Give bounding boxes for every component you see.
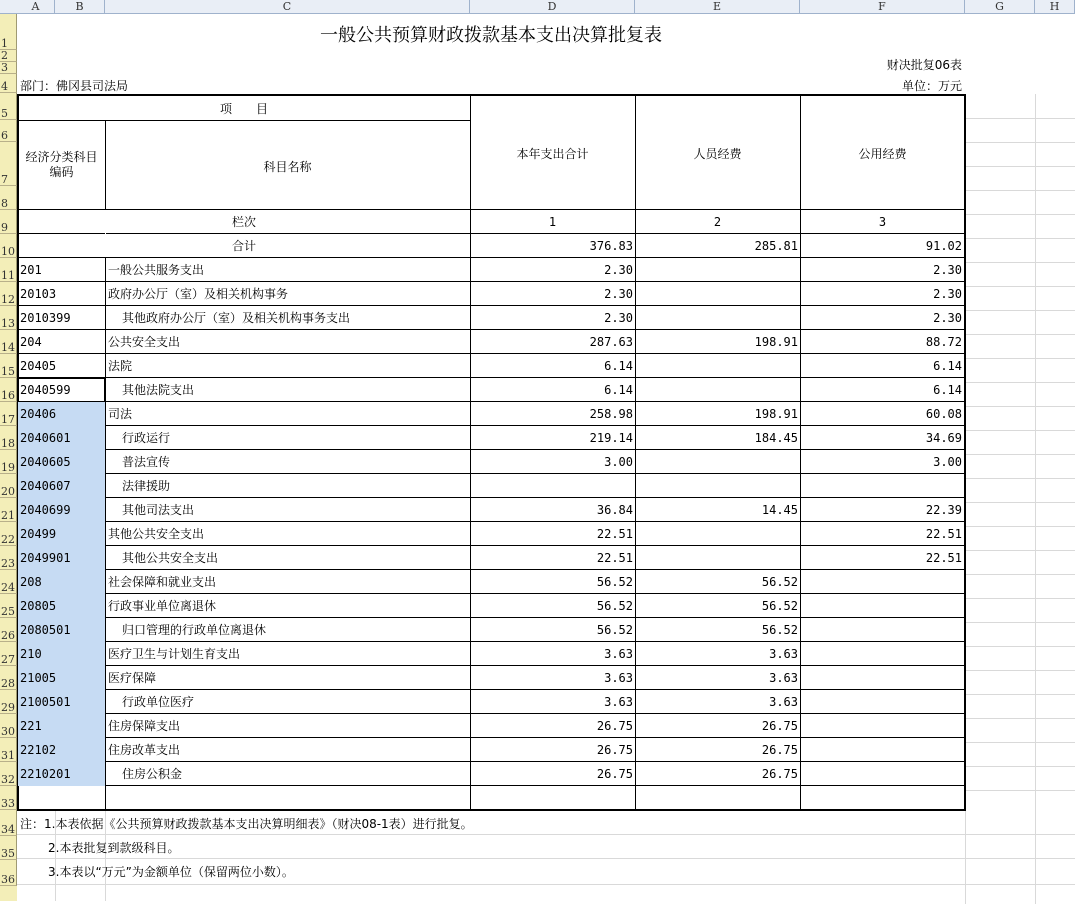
public-cell[interactable] [800, 690, 964, 714]
column-header-c[interactable]: C [105, 0, 470, 14]
gridline [966, 622, 1075, 623]
gridline [966, 550, 1075, 551]
row-header[interactable]: 8 [0, 186, 17, 210]
personnel-cell[interactable]: 26.75 [761, 743, 798, 757]
header-personnel: 人员经费 [693, 147, 742, 161]
row-header[interactable]: 6 [0, 120, 17, 142]
total-cell[interactable]: 22.51 [596, 527, 633, 541]
public-cell[interactable]: 22.39 [925, 503, 962, 517]
personnel-cell[interactable] [635, 354, 800, 378]
name-cell[interactable]: 行政事业单位离退休 [108, 599, 217, 613]
gridline [966, 742, 1075, 743]
public-cell[interactable]: 2.30 [933, 287, 962, 301]
gridline [966, 190, 1075, 191]
total-cell[interactable]: 26.75 [596, 767, 633, 781]
total-cell[interactable]: 2.30 [604, 287, 633, 301]
code-cell[interactable]: 20405 [20, 359, 57, 373]
gridline [966, 694, 1075, 695]
total-cell[interactable]: 258.98 [589, 407, 633, 421]
row-header[interactable]: 20 [0, 474, 17, 498]
name-cell[interactable]: 行政运行 [122, 431, 171, 445]
total-cell[interactable]: 26.75 [596, 743, 633, 757]
public-cell[interactable] [800, 642, 964, 666]
gridline [966, 142, 1075, 143]
row-header[interactable]: 24 [0, 570, 17, 594]
name-cell[interactable]: 其他政府办公厅（室）及相关机构事务支出 [122, 311, 351, 325]
public-cell[interactable] [800, 762, 964, 786]
personnel-cell[interactable] [635, 474, 800, 498]
gridline [966, 334, 1075, 335]
total-cell[interactable]: 3.63 [604, 647, 633, 661]
public-cell[interactable]: 60.08 [925, 407, 962, 421]
code-cell[interactable]: 2040699 [18, 498, 105, 522]
row-header[interactable]: 13 [0, 306, 17, 330]
row-header[interactable]: 33 [0, 786, 17, 810]
total-cell[interactable]: 36.84 [596, 503, 633, 517]
name-cell[interactable]: 社会保障和就业支出 [108, 575, 217, 589]
colnum-2: 2 [713, 215, 722, 229]
name-cell[interactable]: 政府办公厅（室）及相关机构事务 [108, 287, 289, 301]
report-title: 一般公共预算财政拨款基本支出决算批复表 [320, 25, 662, 46]
header-total: 本年支出合计 [516, 147, 589, 161]
row-header[interactable]: 16 [0, 378, 17, 402]
public-cell[interactable] [800, 594, 964, 618]
table-border [964, 94, 966, 811]
personnel-cell[interactable] [635, 450, 800, 474]
personnel-cell[interactable] [635, 546, 800, 570]
total-cell[interactable]: 3.63 [604, 695, 633, 709]
row-header[interactable]: 26 [0, 618, 17, 642]
total-label: 合计 [231, 239, 256, 253]
header-code-text: 经济分类科目编码 [25, 150, 98, 179]
gridline [966, 478, 1075, 479]
personnel-cell[interactable]: 56.52 [761, 623, 798, 637]
gridline [966, 718, 1075, 719]
gridline [966, 406, 1075, 407]
row-header[interactable]: 30 [0, 714, 17, 738]
gridline [966, 310, 1075, 311]
total-cell[interactable]: 56.52 [596, 575, 633, 589]
total-cell[interactable] [470, 474, 635, 498]
public-cell[interactable] [800, 570, 964, 594]
column-header-e[interactable]: E [635, 0, 800, 14]
total-public: 91.02 [925, 239, 962, 253]
code-cell[interactable]: 208 [18, 570, 105, 594]
public-cell[interactable]: 6.14 [933, 359, 962, 373]
personnel-cell[interactable] [635, 306, 800, 330]
gridline [966, 598, 1075, 599]
code-cell[interactable]: 201 [20, 263, 42, 277]
code-cell[interactable]: 2040601 [18, 426, 105, 450]
personnel-cell[interactable]: 14.45 [761, 503, 798, 517]
gridline [966, 286, 1075, 287]
row-header[interactable]: 17 [0, 402, 17, 426]
table-border [18, 209, 964, 210]
table-border [18, 120, 470, 121]
code-cell[interactable]: 2010399 [20, 311, 71, 325]
personnel-cell[interactable] [635, 258, 800, 282]
row-header[interactable]: 7 [0, 142, 17, 186]
code-cell[interactable]: 21005 [18, 666, 105, 690]
name-cell[interactable]: 法院 [108, 359, 133, 373]
gridline [966, 214, 1075, 215]
table-border [17, 809, 966, 811]
public-cell[interactable]: 2.30 [933, 263, 962, 277]
table-border [17, 94, 966, 96]
code-cell[interactable]: 2040599 [20, 383, 71, 397]
personnel-cell[interactable]: 198.91 [754, 335, 798, 349]
row-header[interactable]: 3 [0, 62, 17, 74]
total-cell[interactable]: 2.30 [604, 263, 633, 277]
gridline [17, 858, 1075, 859]
gridline [17, 884, 1075, 885]
note-2: 2.本表批复到款级科目。 [48, 841, 180, 855]
row-header[interactable]: 5 [0, 93, 17, 120]
gridline [966, 574, 1075, 575]
row-header[interactable]: 11 [0, 258, 17, 282]
gridline [966, 238, 1075, 239]
name-cell[interactable]: 医疗卫生与计划生育支出 [108, 647, 241, 661]
gridline [966, 262, 1075, 263]
row-header[interactable]: 9 [0, 210, 17, 234]
total-cell[interactable]: 56.52 [596, 599, 633, 613]
row-header[interactable]: 14 [0, 330, 17, 354]
total-cell[interactable]: 22.51 [596, 551, 633, 565]
code-cell[interactable]: 2049901 [18, 546, 105, 570]
public-cell[interactable]: 6.14 [933, 383, 962, 397]
public-cell[interactable]: 22.51 [925, 551, 962, 565]
public-cell[interactable] [800, 474, 964, 498]
name-cell[interactable]: 医疗保障 [108, 671, 157, 685]
row-header[interactable]: 15 [0, 354, 17, 378]
header-name: 科目名称 [263, 160, 312, 174]
total-cell[interactable]: 26.75 [596, 719, 633, 733]
name-cell[interactable]: 行政单位医疗 [122, 695, 195, 709]
total-cell[interactable]: 56.52 [596, 623, 633, 637]
personnel-cell[interactable] [635, 282, 800, 306]
code-cell[interactable]: 20103 [20, 287, 57, 301]
total-cell[interactable]: 2.30 [604, 311, 633, 325]
row-header[interactable]: 19 [0, 450, 17, 474]
column-header-b[interactable]: B [55, 0, 105, 14]
public-cell[interactable] [800, 618, 964, 642]
row-header[interactable]: 23 [0, 546, 17, 570]
public-cell[interactable] [800, 714, 964, 738]
public-cell[interactable]: 88.72 [925, 335, 962, 349]
gridline [966, 118, 1075, 119]
public-cell[interactable]: 3.00 [933, 455, 962, 469]
personnel-cell[interactable]: 3.63 [769, 671, 798, 685]
gridline [966, 454, 1075, 455]
row-header[interactable]: 4 [0, 74, 17, 93]
gridline [17, 834, 1075, 835]
name-cell[interactable]: 公共安全支出 [108, 335, 181, 349]
name-cell[interactable]: 住房公积金 [122, 767, 183, 781]
note-1: 注：1.本表依据《公共预算财政拨款基本支出决算明细表》（财决08-1表）进行批复。 [20, 817, 473, 831]
personnel-cell[interactable]: 3.63 [769, 647, 798, 661]
row-header[interactable]: 28 [0, 666, 17, 690]
note-3: 3.本表以“万元”为金额单位（保留两位小数）。 [48, 865, 294, 879]
total-sum: 376.83 [589, 239, 633, 253]
code-cell[interactable]: 2100501 [18, 690, 105, 714]
total-cell[interactable]: 3.63 [604, 671, 633, 685]
row-header[interactable]: 31 [0, 738, 17, 762]
row-header[interactable]: 35 [0, 836, 17, 860]
personnel-cell[interactable]: 26.75 [761, 719, 798, 733]
code-cell[interactable]: 204 [20, 335, 42, 349]
code-cell[interactable]: 2080501 [18, 618, 105, 642]
row-header[interactable]: 12 [0, 282, 17, 306]
personnel-cell[interactable]: 56.52 [761, 599, 798, 613]
column-header-bar [0, 0, 1075, 14]
row-header[interactable]: 27 [0, 642, 17, 666]
gridline [966, 670, 1075, 671]
name-cell[interactable]: 归口管理的行政单位离退休 [122, 623, 267, 637]
code-cell[interactable]: 20406 [18, 402, 105, 426]
gridline [966, 526, 1075, 527]
personnel-cell[interactable]: 184.45 [754, 431, 798, 445]
public-cell[interactable]: 22.51 [925, 527, 962, 541]
column-header-g[interactable]: G [965, 0, 1035, 14]
name-cell[interactable]: 司法 [108, 407, 133, 421]
gridline [966, 358, 1075, 359]
gridline [966, 790, 1075, 791]
public-cell[interactable] [800, 666, 964, 690]
name-cell[interactable]: 法律援助 [122, 479, 171, 493]
row-header[interactable]: 22 [0, 522, 17, 546]
personnel-cell[interactable]: 198.91 [754, 407, 798, 421]
personnel-cell[interactable]: 3.63 [769, 695, 798, 709]
total-cell[interactable]: 219.14 [589, 431, 633, 445]
header-code [18, 122, 105, 208]
header-item: 项 目 [219, 102, 268, 116]
column-header-d[interactable]: D [470, 0, 635, 14]
total-cell[interactable]: 287.63 [589, 335, 633, 349]
gridline [1035, 94, 1036, 904]
code-cell[interactable]: 221 [18, 714, 105, 738]
row-header[interactable]: 1 [0, 14, 17, 50]
code-cell[interactable]: 210 [18, 642, 105, 666]
public-cell[interactable] [800, 738, 964, 762]
name-cell[interactable]: 其他司法支出 [122, 503, 195, 517]
code-cell[interactable]: 2210201 [18, 762, 105, 786]
table-border [18, 233, 964, 234]
column-header-h[interactable]: H [1035, 0, 1075, 14]
code-cell[interactable]: 22102 [18, 738, 105, 762]
gridline [966, 646, 1075, 647]
column-header-a[interactable]: A [17, 0, 55, 14]
department-label: 部门：佛冈县司法局 [20, 79, 129, 93]
gridline [966, 382, 1075, 383]
code-cell[interactable]: 20805 [18, 594, 105, 618]
colnum-3: 3 [878, 215, 887, 229]
colnum-label: 栏次 [231, 215, 256, 229]
name-cell[interactable]: 其他公共安全支出 [108, 527, 205, 541]
name-cell[interactable]: 其他公共安全支出 [122, 551, 219, 565]
total-cell[interactable]: 3.00 [604, 455, 633, 469]
name-cell[interactable]: 一般公共服务支出 [108, 263, 205, 277]
personnel-cell[interactable]: 26.75 [761, 767, 798, 781]
header-public: 公用经费 [858, 147, 907, 161]
name-cell[interactable]: 其他法院支出 [122, 383, 195, 397]
personnel-cell[interactable] [635, 522, 800, 546]
column-header-f[interactable]: F [800, 0, 965, 14]
name-cell[interactable]: 普法宣传 [122, 455, 171, 469]
colnum-1: 1 [548, 215, 557, 229]
row-header[interactable]: 36 [0, 860, 17, 886]
row-header[interactable]: 34 [0, 810, 17, 836]
row-header[interactable]: 10 [0, 234, 17, 258]
total-personnel: 285.81 [754, 239, 798, 253]
code-cell[interactable]: 2040607 [18, 474, 105, 498]
public-cell[interactable]: 2.30 [933, 311, 962, 325]
row-header[interactable]: 32 [0, 762, 17, 786]
row-header[interactable]: 21 [0, 498, 17, 522]
row-header[interactable]: 29 [0, 690, 17, 714]
unit-label: 单位：万元 [901, 79, 962, 93]
gridline [966, 430, 1075, 431]
total-cell[interactable]: 6.14 [604, 383, 633, 397]
form-number: 财决批复06表 [886, 58, 962, 72]
gridline [966, 502, 1075, 503]
code-cell[interactable]: 20499 [18, 522, 105, 546]
personnel-cell[interactable]: 56.52 [761, 575, 798, 589]
public-cell[interactable]: 34.69 [925, 431, 962, 445]
gridline [966, 766, 1075, 767]
row-header[interactable]: 2 [0, 50, 17, 62]
gridline [966, 166, 1075, 167]
row-header[interactable]: 25 [0, 594, 17, 618]
code-cell[interactable]: 2040605 [18, 450, 105, 474]
personnel-cell[interactable] [635, 378, 800, 402]
name-cell[interactable]: 住房改革支出 [108, 743, 181, 757]
name-cell[interactable]: 住房保障支出 [108, 719, 181, 733]
total-cell[interactable]: 6.14 [604, 359, 633, 373]
row-header[interactable]: 18 [0, 426, 17, 450]
